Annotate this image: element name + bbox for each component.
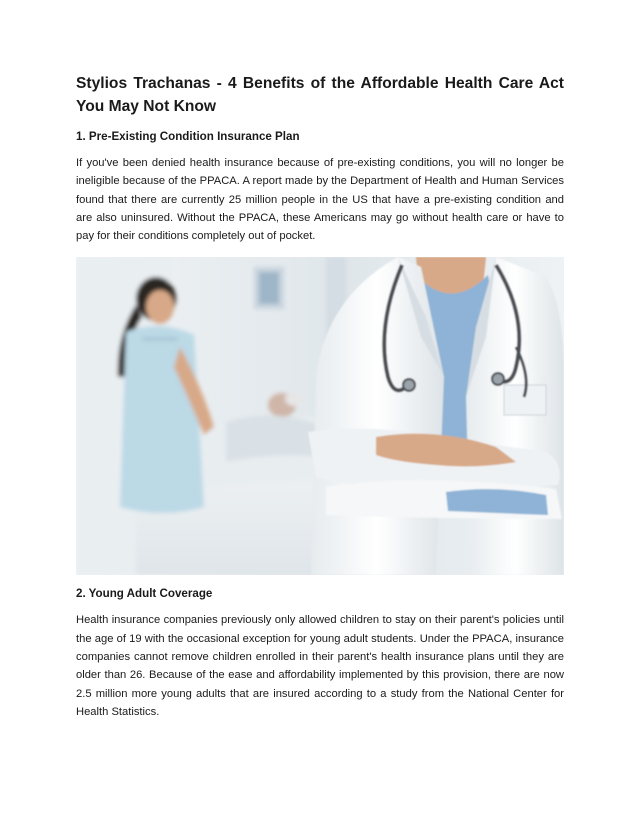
document-body [76, 72, 564, 733]
section-body-pre-existing: If you've been denied health insurance because of pre-existing conditions, you will no longer be ineligible because of the PPACA. A report made by the Department of Health and Human Services found that there are currently 25 million people in the US that have a pre-existing condition and are also uninsured. Without the PPACA, these Americans may go without health care or have to pay for their conditions completely out of pocket. [76, 157, 564, 243]
section-heading-young-adult: 2. Young Adult Coverage [76, 587, 213, 601]
document-title: Stylios Trachanas - 4 Benefits of the Affordable Health Care Act You May Not Know [76, 75, 564, 115]
section-body-young-adult: Health insurance companies previously only allowed children to stay on their parent's policies until the age of 19 with the occasional exception for young adult students. Under the PPACA, insurance companies cannot remove children enrolled in their parent's health insurance plans until they are older than 26. Because of the ease and affordability implemented by this provision, there are now 2.5 million more young adults that are insured according to a study from the National Center for Health Statistics. [76, 614, 564, 718]
doctor-hospital-photo [76, 257, 564, 575]
section-heading-pre-existing: 1. Pre-Existing Condition Insurance Plan [76, 130, 300, 143]
